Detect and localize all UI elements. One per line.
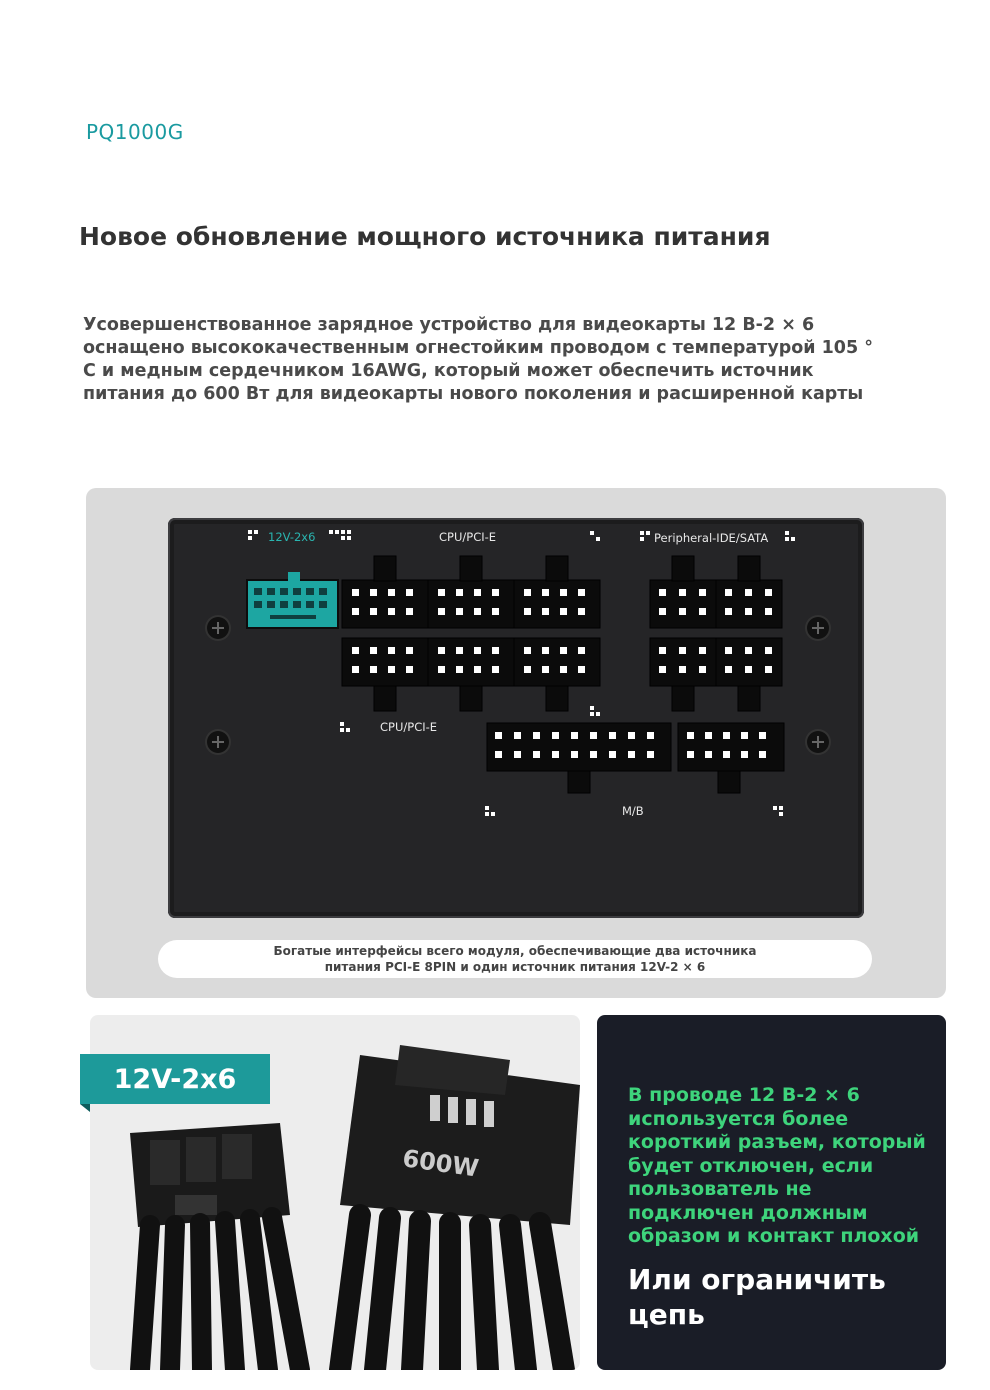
info-card-white-text: Или ограничить цепь (628, 1263, 886, 1331)
caption-line-1: Богатые интерфейсы всего модуля, обеспечивающие два источника (273, 944, 757, 958)
badge-fold (80, 1104, 90, 1112)
label-12v-2x6: 12V-2x6 (268, 530, 316, 544)
label-cpu-pcie-bottom: CPU/PCI-E (380, 720, 438, 734)
caption-line-2: питания PCI-E 8PIN и один источник питания 12V-2 × 6 (324, 960, 706, 974)
label-mb: M/B (622, 804, 644, 818)
headline: Новое обновление мощного источника питания (79, 222, 771, 251)
badge-12v-2x6: 12V-2x6 (80, 1054, 270, 1104)
label-cpu-pcie-top: CPU/PCI-E (439, 530, 497, 544)
cable-600w-marking: 600W (400, 1144, 481, 1183)
info-card-green-text: В проводе 12 В-2 × 6 используется более короткий разъем, который будет отключен, если пользователь не подключен должным образом и контакт плохой (628, 1084, 926, 1247)
label-peripheral: Peripheral-IDE/SATA (654, 531, 769, 545)
model-name: PQ1000G (86, 120, 184, 144)
psu-caption (158, 940, 872, 978)
feature-description: Усовершенствованное зарядное устройство для видеокарты 12 В-2 × 6 оснащено высококачественным огнестойким проводом с температурой 105 ° C и медным сердечником 16AWG, который может обеспечить источник питания до 600 Вт для видеокарты нового поколения и расширенной карты (83, 315, 874, 404)
